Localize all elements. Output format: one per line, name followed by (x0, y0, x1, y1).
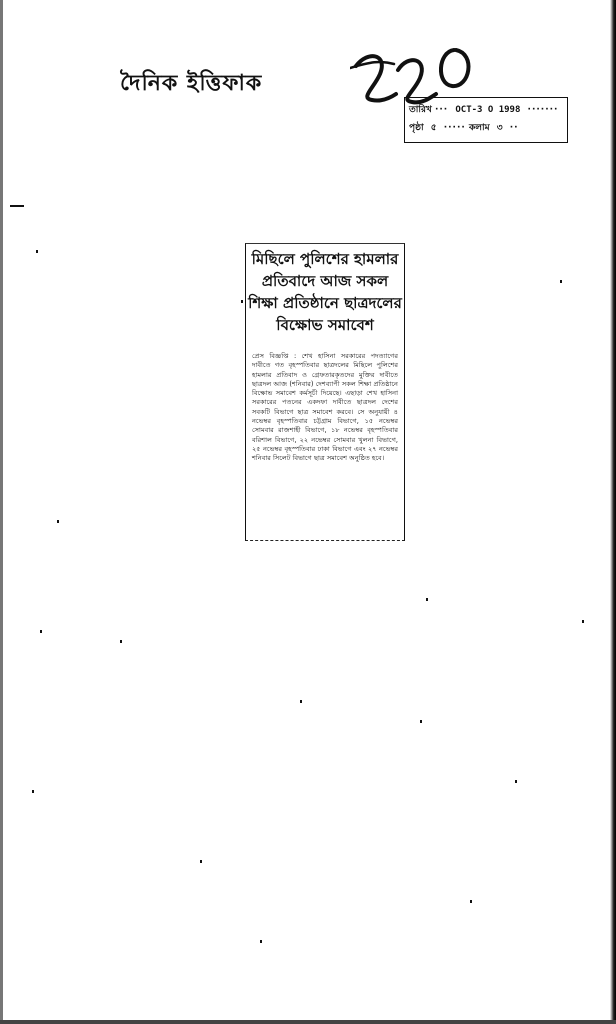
scan-speck (36, 250, 38, 253)
scan-speck (40, 630, 42, 633)
scan-speck (120, 640, 122, 643)
newspaper-name: দৈনিক ইত্তিফাক (120, 70, 263, 96)
scan-edge-left (0, 0, 3, 1024)
scan-speck (426, 598, 428, 601)
stamp-date-row: তারিখ ··· OCT-3 O 1998 ······· (409, 105, 559, 115)
scan-speck (420, 720, 422, 723)
scan-speck (10, 205, 24, 207)
scan-speck (560, 280, 562, 283)
scan-speck (515, 780, 517, 783)
scan-speck (57, 520, 59, 523)
scan-speck (32, 790, 34, 793)
stamp-page-value: ৫ (430, 123, 437, 133)
clipping-headline: মিছিলে পুলিশের হামলার প্রতিবাদে আজ সকল শিক্ষা প্রতিষ্ঠানে ছাত্রদলের বিক্ষোভ সমাবেশ (248, 250, 402, 334)
scan-speck (241, 300, 243, 303)
scan-speck (470, 900, 472, 903)
stamp-page-column-row: পৃষ্ঠা ৫ ····· কলাম ৩ ·· (409, 123, 519, 133)
scan-speck (300, 700, 302, 703)
scan-speck (200, 860, 202, 863)
stamp-page-label: পৃষ্ঠা (409, 123, 424, 133)
scan-speck (260, 940, 262, 943)
clipping-body: প্রেস বিজ্ঞপ্তি : শেখ হাসিনা সরকারের পদত্যাগের দাবীতে গত বৃহস্পতিবার ছাত্রদলের মিছিলে পুলিশের হামলার প্রতিবাদ ও গ্রেফতারকৃতদের মুক্তির দাবীতে ছাত্রদল আজ (শনিবার) দেশব্যাপী সকল শিক্ষা প্রতিষ্ঠানে বিক্ষোভ সমাবেশ কর্মসূচী দিয়েছে। এছাড়া শেখ হাসিনা সরকারের পতনের একদফা দাবীতে ছাত্রদল দেশের সবকটি বিভাগে ছাত্র সমাবেশ করবে। সে অনুযায়ী ৪ নভেম্বর বৃহস্পতিবার চট্টগ্রাম বিভাগে, ১৫ নভেম্বর সোমবার রাজশাহী বিভাগে, ১৮ নভেম্বর বৃহস্পতিবার বরিশাল বিভাগে, ২২ নভেম্বর সোমবার খুলনা বিভাগে, ২৫ নভেম্বর বৃহস্পতিবার ঢাকা বিভাগে এবং ২৭ নভেম্বর শনিবার সিলেট বিভাগে ছাত্র সমাবেশ অনুষ্ঠিত হবে। (252, 352, 398, 463)
scan-edge-bottom (0, 1020, 616, 1024)
stamp-column-value: ৩ (496, 123, 503, 133)
newspaper-clipping (245, 243, 405, 541)
stamp-column-label: কলাম (468, 123, 490, 133)
scan-edge-right (610, 0, 616, 1024)
stamp-date-label: তারিখ (409, 105, 432, 115)
scan-speck (582, 620, 584, 623)
stamp-date-value: OCT-3 O 1998 (455, 105, 521, 115)
date-page-column-stamp (404, 97, 568, 143)
